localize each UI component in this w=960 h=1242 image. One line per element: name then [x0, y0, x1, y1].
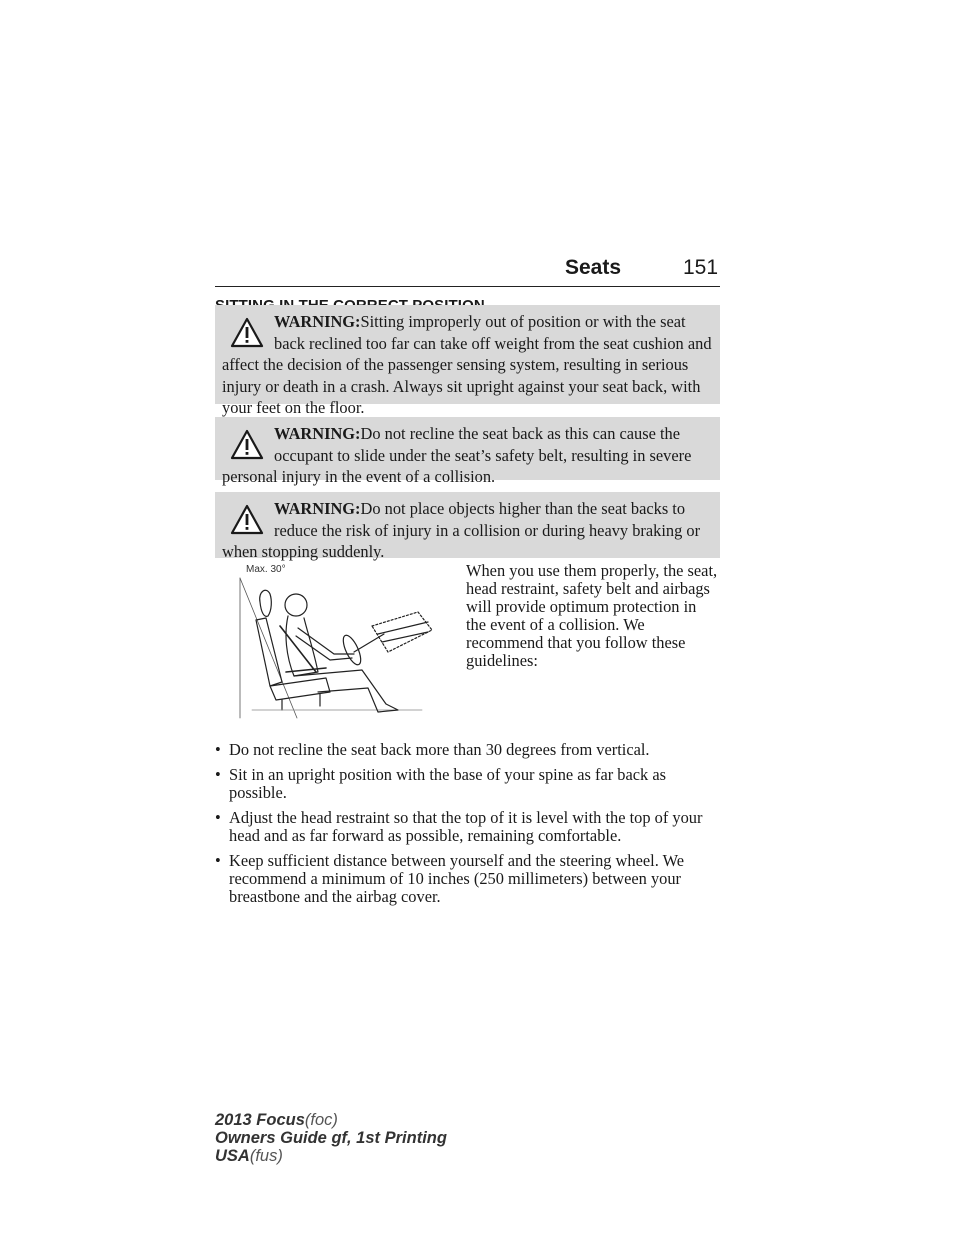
list-item: • Do not recline the seat back more than 30 degrees from vertical. [215, 740, 650, 759]
footer-market-code: (fus) [249, 1147, 283, 1165]
warning-label: WARNING: [274, 312, 361, 331]
warning-box-3 [215, 492, 720, 561]
warning-box-2 [215, 417, 720, 486]
footer-market: USA [215, 1147, 250, 1165]
intro-paragraph: When you use them properly, the seat, head restraint, safety belt and airbags will provide optimum protection in the event of a collision. We recommend that you follow these guidelines: [466, 561, 718, 670]
list-item: • Keep sufficient distance between yourself and the steering wheel. We recommend a minimum of 10 inches (250 millimeters) between your breastbone and the airbag cover. [215, 851, 685, 906]
warning-text: Do not place objects higher than the seat backs to reduce the risk of injury in a collision or during heavy braking or when stopping suddenly. [222, 499, 701, 561]
header-divider [215, 286, 720, 287]
bullet-icon: • [215, 851, 221, 870]
document-footer [215, 1111, 447, 1165]
warning-label: WARNING: [274, 424, 361, 443]
warning-box-1 [215, 305, 720, 417]
list-item: • Adjust the head restraint so that the top of it is level with the top of your head and as far forward as possible, remaining comfortable. [215, 808, 703, 845]
page-number: 151 [683, 256, 719, 279]
footer-model: 2013 Focus [215, 1111, 305, 1129]
warning-text: Sitting improperly out of position or with the seat back reclined too far can take off weight from the seat cushion and affect the decision of the passenger sensing system, resulting in serious injury or death in a crash. Always sit upright against your seat back, with your feet on the floor. [222, 312, 712, 417]
bullet-icon: • [215, 740, 221, 759]
list-item: • Sit in an upright position with the base of your spine as far back as possible. [215, 765, 667, 802]
seating-position-illustration [222, 560, 450, 720]
warning-triangle-icon [230, 504, 264, 536]
bullet-icon: • [215, 808, 221, 827]
bullet-icon: • [215, 765, 221, 784]
warning-triangle-icon [230, 317, 264, 349]
footer-model-code: (foc) [304, 1111, 338, 1129]
warning-triangle-icon [230, 429, 264, 461]
guidelines-list [215, 741, 720, 913]
warning-text: Do not recline the seat back as this can cause the occupant to slide under the seat’s safety belt, resulting in severe personal injury in the event of a collision. [222, 424, 692, 486]
page-header-title: Seats [565, 256, 622, 279]
warning-label: WARNING: [274, 499, 361, 518]
footer-guide: Owners Guide gf, 1st Printing [215, 1129, 447, 1147]
figure-caption: Max. 30° [246, 564, 286, 575]
